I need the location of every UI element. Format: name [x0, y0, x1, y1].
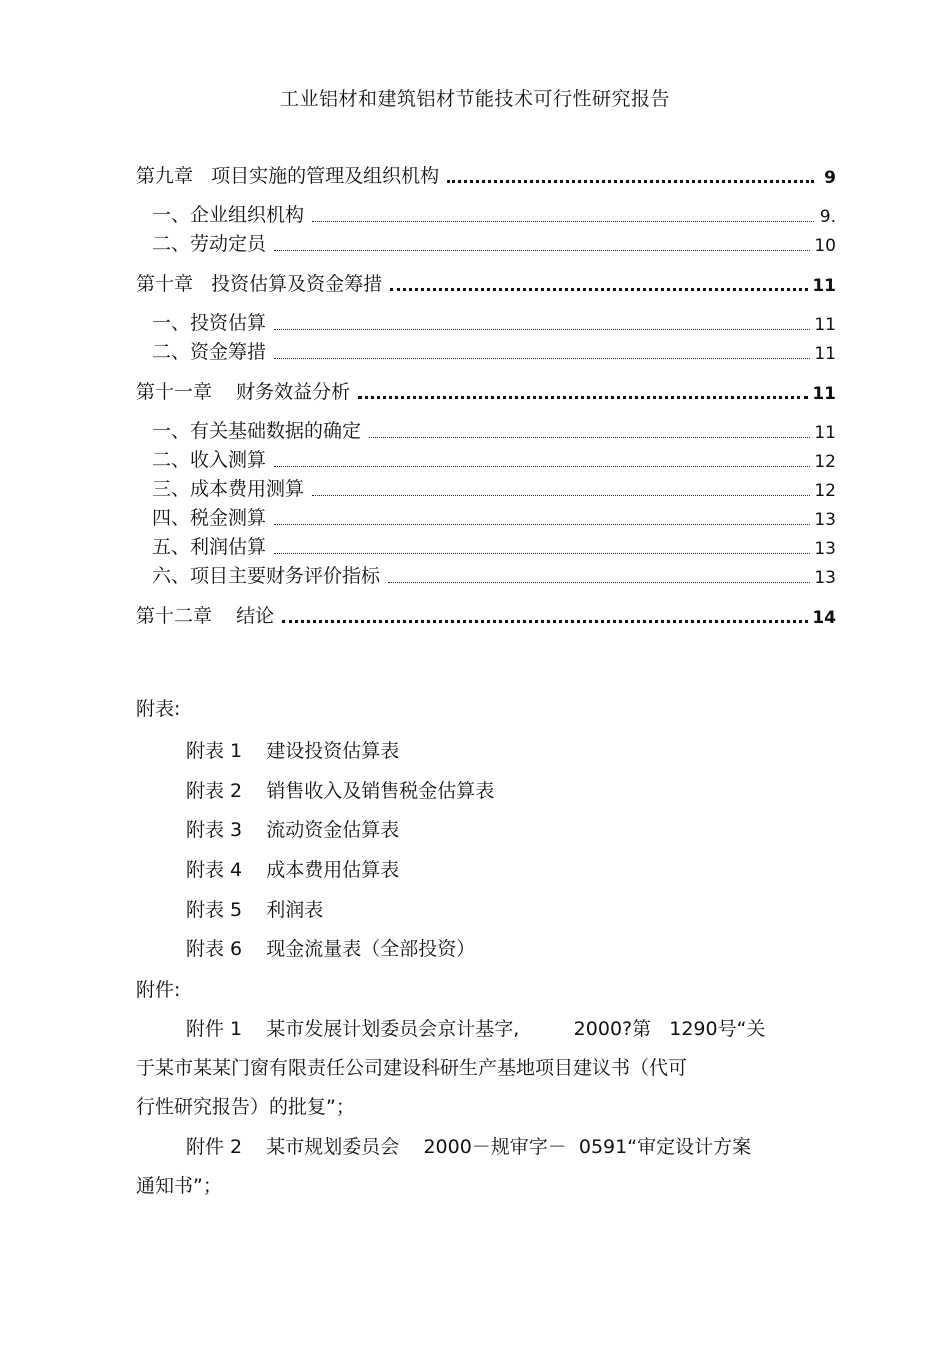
toc-label: 三、成本费用测算	[152, 478, 305, 500]
toc-chapter-11[interactable]	[136, 374, 836, 404]
toc-label: 六、项目主要财务评价指标	[152, 565, 381, 587]
toc-page-number: 11	[814, 423, 836, 443]
page-title: 工业铝材和建筑铝材节能技术可行性研究报告	[279, 88, 670, 110]
toc-page-number: 13	[814, 539, 836, 559]
toc-section[interactable]	[136, 335, 836, 364]
toc-label: 二、资金筹措	[152, 341, 267, 363]
dot-leader	[312, 220, 814, 222]
toc-section[interactable]	[136, 501, 836, 530]
toc-label: 五、利润估算	[152, 536, 267, 558]
toc-section[interactable]	[136, 472, 836, 501]
toc-label: 一、企业组织机构	[152, 204, 305, 226]
dot-leader	[274, 328, 810, 330]
dot-leader	[274, 552, 810, 554]
toc-section[interactable]	[136, 443, 836, 472]
attachment-2	[136, 1128, 836, 1206]
appendix-table-item: 附表 1 建设投资估算表	[186, 740, 400, 762]
toc-page-number: 10	[814, 236, 836, 256]
attachments-heading: 附件:	[136, 979, 181, 1001]
toc-label: 第十二章 结论	[136, 605, 275, 627]
toc-section[interactable]	[136, 559, 836, 588]
toc-section[interactable]	[136, 306, 836, 335]
toc-page-number: 12	[814, 481, 836, 501]
toc-page-number: 11	[812, 276, 836, 296]
dot-leader	[358, 395, 808, 399]
toc-page-number: 9	[824, 168, 836, 188]
appendix-tables-heading: 附表:	[136, 698, 181, 720]
dot-leader	[282, 619, 808, 623]
toc-chapter-10[interactable]	[136, 266, 836, 296]
attachment-1	[136, 1010, 836, 1127]
toc-section[interactable]	[136, 198, 836, 227]
appendix-table-item: 附表 4 成本费用估算表	[186, 859, 400, 881]
attachment-line: 行性研究报告）的批复”；	[136, 1096, 355, 1118]
toc-label: 第十章 投资估算及资金筹措	[136, 273, 383, 295]
dot-leader	[447, 179, 814, 183]
toc-page-number: 14	[812, 608, 836, 628]
toc-chapter-9[interactable]	[136, 158, 836, 188]
attachment-line: 附件 1 某市发展计划委员会京计基字, 2000?第 1290号“关	[186, 1018, 766, 1040]
toc-page-number: 13	[814, 510, 836, 530]
dot-leader	[274, 357, 810, 359]
toc-label: 一、有关基础数据的确定	[152, 420, 362, 442]
dot-leader	[369, 436, 810, 438]
attachment-line: 通知书”；	[136, 1175, 222, 1197]
toc-page-number: 11	[814, 315, 836, 335]
toc-label: 二、劳动定员	[152, 233, 267, 255]
dot-leader	[274, 523, 810, 525]
toc-page-number: 9.	[819, 207, 836, 227]
toc-page-number: 11	[812, 384, 836, 404]
appendix-table-item: 附表 3 流动资金估算表	[186, 819, 400, 841]
appendix-table-item: 附表 6 现金流量表（全部投资）	[186, 938, 476, 960]
appendix-table-item: 附表 5 利润表	[186, 899, 324, 921]
toc-section[interactable]	[136, 227, 836, 256]
table-of-contents	[136, 158, 836, 628]
toc-page-number: 11	[814, 344, 836, 364]
toc-section[interactable]	[136, 530, 836, 559]
toc-page-number: 13	[814, 568, 836, 588]
attachment-line: 于某市某某门窗有限责任公司建设科研生产基地项目建议书（代可	[136, 1057, 688, 1079]
toc-chapter-12[interactable]	[136, 598, 836, 628]
attachment-line: 附件 2 某市规划委员会 2000－规审字－ 0591“审定设计方案	[186, 1136, 752, 1158]
appendix-table-item: 附表 2 销售收入及销售税金估算表	[186, 780, 495, 802]
dot-leader	[274, 465, 810, 467]
dot-leader	[388, 581, 810, 583]
dot-leader	[312, 494, 810, 496]
toc-label: 二、收入测算	[152, 449, 267, 471]
toc-label: 第九章 项目实施的管理及组织机构	[136, 165, 440, 187]
dot-leader	[274, 249, 810, 251]
dot-leader	[390, 287, 808, 291]
toc-label: 一、投资估算	[152, 312, 267, 334]
toc-page-number: 12	[814, 452, 836, 472]
toc-label: 第十一章 财务效益分析	[136, 381, 351, 403]
toc-section[interactable]	[136, 414, 836, 443]
toc-label: 四、税金测算	[152, 507, 267, 529]
